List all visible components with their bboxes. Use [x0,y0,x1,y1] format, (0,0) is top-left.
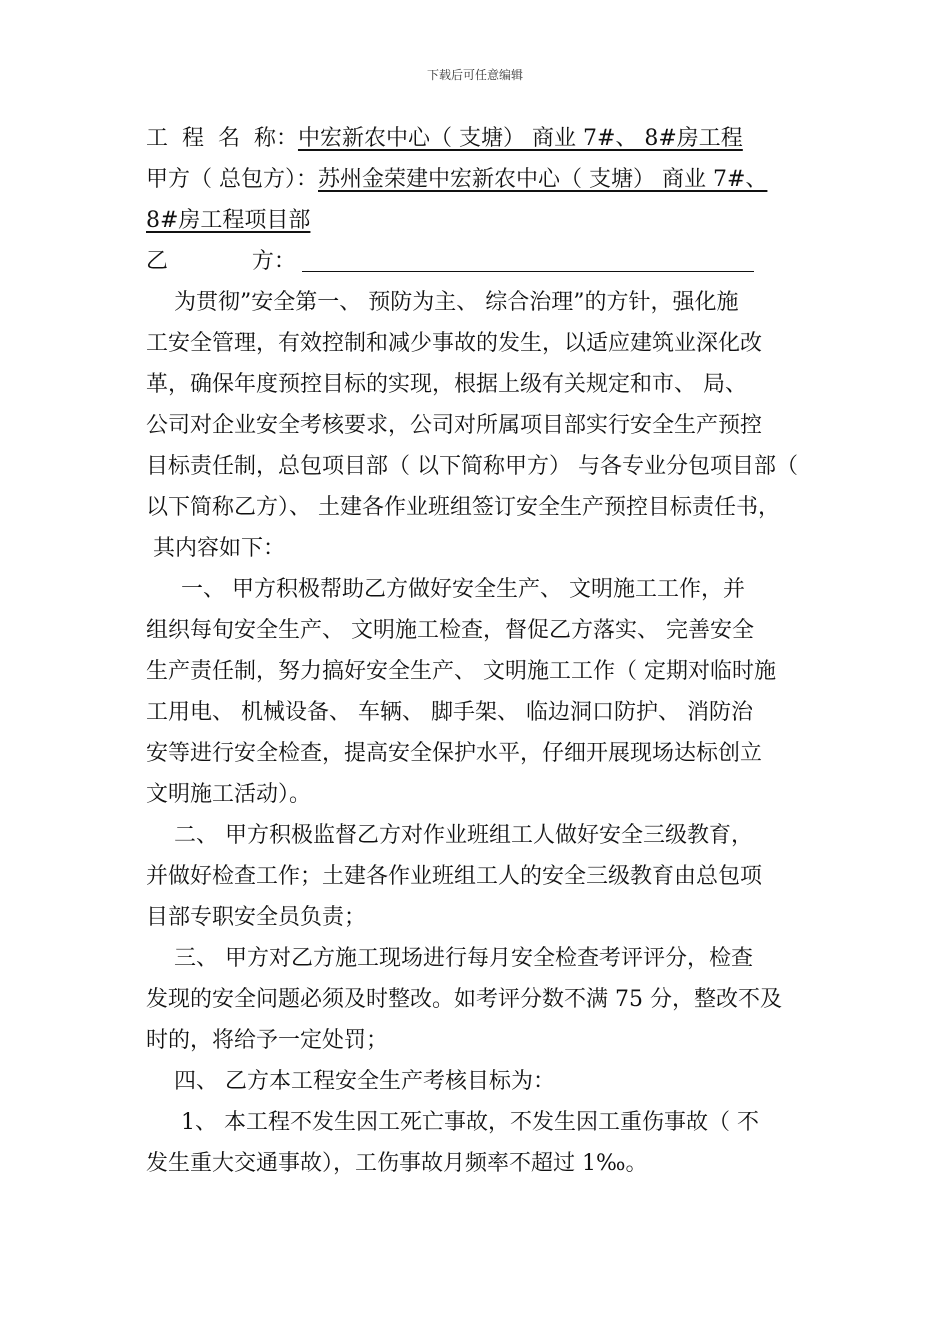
party-a-value-line-2: 8#房工程项目部 [146,208,311,233]
text-line: 文明施工活动）。 [146,782,312,807]
project-name-row [146,118,814,159]
party-b-blank-line [302,245,754,272]
document-body [146,118,814,1184]
party-a-row [146,159,814,200]
text-line: 二、 甲方积极监督乙方对作业班组工人做好安全三级教育， [146,823,753,848]
header-note: 下载后可任意编辑 [426,68,523,82]
text-line: 发现的安全问题必须及时整改。如考评分数不满 75 分，整改不及 [146,987,782,1012]
party-b-row [146,241,814,282]
party-b-label: 乙 方： [146,249,296,274]
text-line: 并做好检查工作；土建各作业班组工人的安全三级教育由总包项 [146,864,763,889]
text-line: 工用电、 机械设备、 车辆、 脚手架、 临边洞口防护、 消防治 [146,700,753,725]
text-line: 为贯彻”安全第一、 预防为主、 综合治理”的方针，强化施 [146,290,739,315]
text-line: 革，确保年度预控目标的实现，根据上级有关规定和市、 局、 [146,372,747,397]
text-line: 工安全管理，有效控制和减少事故的发生，以适应建筑业深化改 [146,331,763,356]
party-a-label: 甲方（ 总包方）： [146,167,318,192]
project-name-label: 工 程 名 称： [146,126,298,151]
project-name-value: 中宏新农中心（ 支塘） 商业 7#、 8#房工程 [297,126,743,151]
text-line: 三、 甲方对乙方施工现场进行每月安全检查考评评分，检查 [146,946,753,971]
text-line: 安等进行安全检查，提高安全保护水平，仔细开展现场达标创立 [146,741,763,766]
text-line: 1、 本工程不发生因工死亡事故，不发生因工重伤事故（ 不 [146,1110,759,1135]
text-line: 公司对企业安全考核要求，公司对所属项目部实行安全生产预控 [146,413,763,438]
text-line: 四、 乙方本工程安全生产考核目标为： [146,1069,555,1094]
text-line: 以下简称乙方）、 土建各作业班组签订安全生产预控目标责任书， [146,495,780,520]
text-line: 其内容如下： [146,536,285,561]
agreement-text [146,282,814,1184]
text-line: 一、 甲方积极帮助乙方做好安全生产、 文明施工工作，并 [146,577,745,602]
party-a-value-line-1: 苏州金荣建中宏新农中心（ 支塘） 商业 7#、 [318,167,768,192]
text-line: 目标责任制，总包项目部（ 以下简称甲方） 与各专业分包项目部（ [146,454,798,479]
party-a-row-continued [146,200,814,241]
text-line: 目部专职安全员负责； [146,905,367,930]
text-line: 组织每旬安全生产、 文明施工检查，督促乙方落实、 完善安全 [146,618,754,643]
text-line: 发生重大交通事故），工伤事故月频率不超过 1‰。 [146,1151,648,1176]
text-line: 生产责任制，努力搞好安全生产、 文明施工工作（ 定期对临时施 [146,659,776,684]
text-line: 时的，将给予一定处罚； [146,1028,389,1053]
